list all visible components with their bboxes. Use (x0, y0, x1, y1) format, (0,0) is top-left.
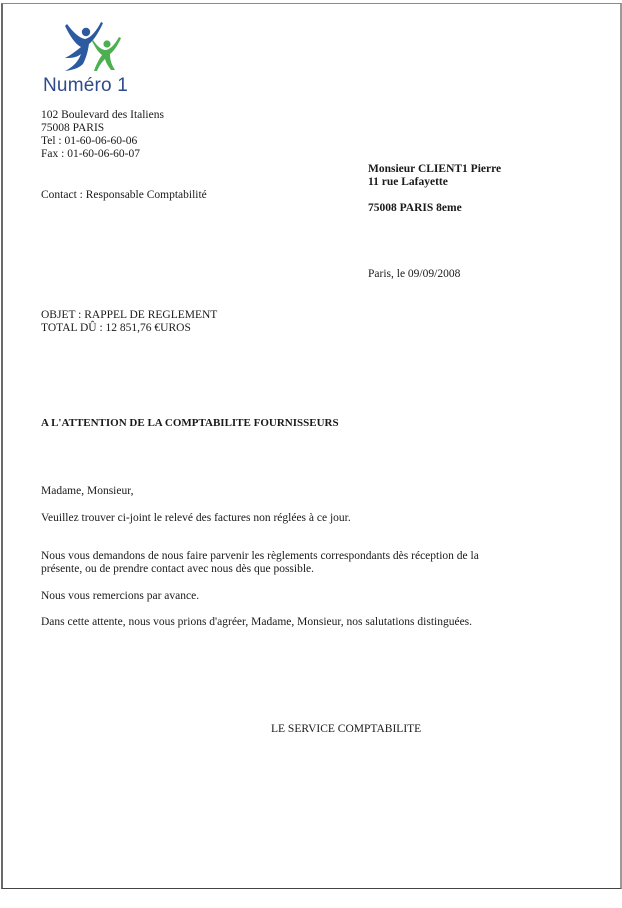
salutation: Madame, Monsieur, (41, 485, 134, 497)
subject-total-due: TOTAL DÛ : 12 851,76 €UROS (41, 322, 191, 334)
body-paragraph-3: Nous vous remercions par avance. (41, 590, 200, 602)
recipient-block (368, 163, 501, 215)
letter-page (1, 3, 622, 889)
sender-street: 102 Boulevard des Italiens (41, 109, 164, 121)
body-paragraph-4: Dans cette attente, nous vous prions d'agréer, Madame, Monsieur, nos salutations distinguées. (41, 616, 473, 628)
letter-date: Paris, le 09/09/2008 (368, 268, 461, 280)
subject-objet: OBJET : RAPPEL DE REGLEMENT (41, 309, 218, 321)
body-paragraph-2-line-1: Nous vous demandons de nous faire parvenir les règlements correspondants dès réception de la (41, 550, 479, 562)
body-paragraph-2-line-2: présente, ou de prendre contact avec nous dès que possible. (41, 563, 315, 575)
sender-city: 75008 PARIS (41, 122, 105, 134)
body-paragraph-1: Veuillez trouver ci-joint le relevé des factures non réglées à ce jour. (41, 512, 351, 524)
people-logo-icon (61, 18, 125, 74)
company-brand-name: Numéro 1 (43, 75, 129, 96)
sender-fax: Fax : 01-60-06-60-07 (41, 148, 141, 160)
subject-block (41, 309, 217, 335)
sender-address-block (41, 109, 164, 161)
body-paragraph-2 (41, 550, 479, 576)
recipient-street: 11 rue Lafayette (368, 176, 448, 188)
recipient-name: Monsieur CLIENT1 Pierre (368, 163, 502, 175)
attention-line: A L'ATTENTION DE LA COMPTABILITE FOURNISSEURS (41, 417, 339, 429)
recipient-city: 75008 PARIS 8eme (368, 202, 462, 214)
sender-phone: Tel : 01-60-06-60-06 (41, 135, 138, 147)
signature: LE SERVICE COMPTABILITE (271, 723, 422, 735)
sender-contact: Contact : Responsable Comptabilité (41, 189, 207, 201)
